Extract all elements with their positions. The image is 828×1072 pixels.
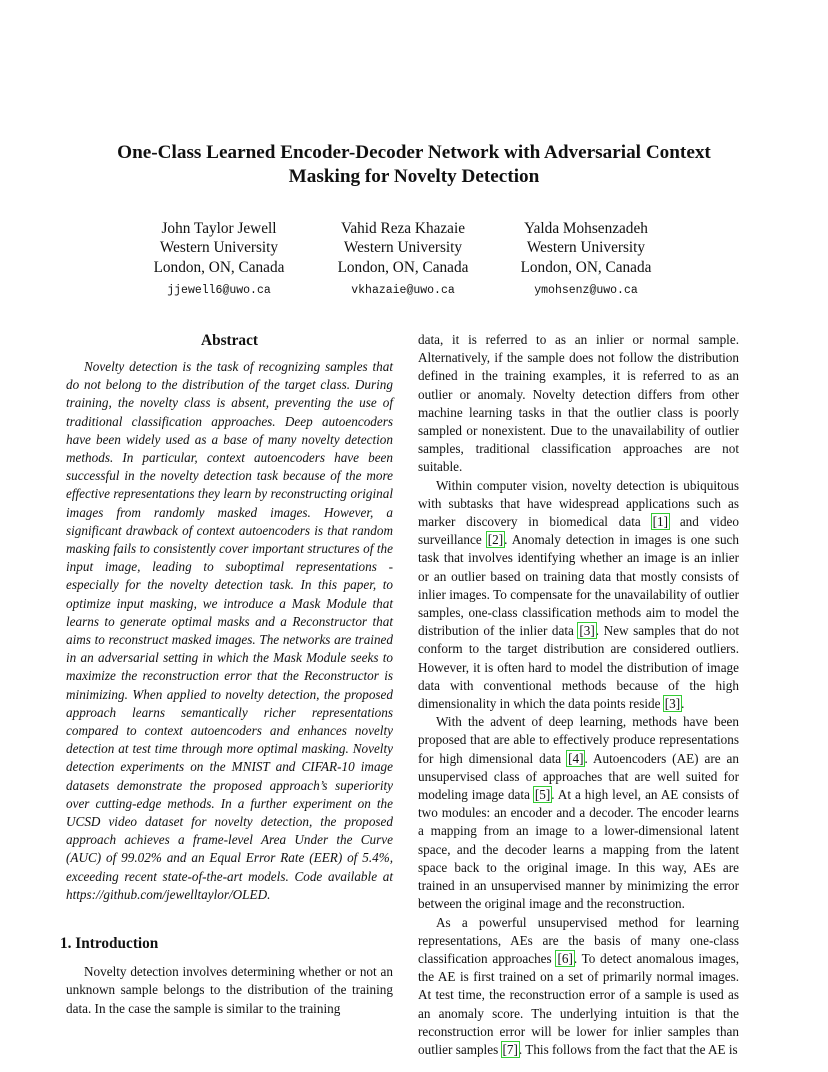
paragraph-text: . (681, 696, 685, 712)
paragraph-text: With the advent of deep learning, methods have been proposed that are able to effectively produce representations for high dimensional data (418, 714, 739, 766)
author-name: John Taylor Jewell (161, 220, 277, 237)
introduction-heading: 1. Introduction (60, 935, 159, 953)
author-name: Vahid Reza Khazaie (340, 220, 465, 237)
paragraph-text: . To detect anomalous images, the AE is first trained on a set of primarily normal images. At test time, the reconstruction error of a sample is used as an anomaly score. The underlying intuition is that the reconstruction error will be lower for inlier samples than outlier samples (418, 950, 740, 1057)
author-email: jjewell6@uwo.ca (167, 283, 271, 297)
author-1 (129, 219, 309, 300)
citation-link[interactable]: [6] (557, 950, 573, 966)
paragraph-text: Within computer vision, novelty detection is ubiquitous with subtasks that have widespread applications such as marker discovery in biomedical data (418, 477, 739, 530)
intro-paragraph-4 (418, 914, 739, 1060)
author-2 (313, 219, 493, 300)
author-email: ymohsenz@uwo.ca (534, 283, 638, 297)
paragraph-text: . This follows from the fact that the AE is (518, 1041, 738, 1057)
citation-link[interactable]: [4] (568, 750, 584, 766)
intro-paragraph-continued: data, it is referred to as an inlier or normal sample. Alternatively, if the sample does not follow the distribution defined in the training examples, it is referred to as an outlier or anomaly. Novelty detection differs from other machine learning tasks in that the outlier class is poorly sampled or nonexistent. Due to the unavailability of outlier samples, traditional classification approaches are not suitable. (418, 332, 739, 475)
citation-link[interactable]: [5] (534, 787, 551, 803)
author-affiliation: Western University (526, 239, 646, 257)
abstract-text: Novelty detection is the task of recognizing samples that do not belong to the distribution of the target class. During training, the novelty class is absent, preventing the use of traditional classification approaches. Deep autoencoders have been widely used as a base of many novelty detection methods. In particular, context autoencoders have been successful in the novelty detection task because of the more effective representations they learn by reconstructing original images from randomly masked images. However, a significant drawback of context autoencoders is that random masking fails to consistently cover important structures of the input image, leading to suboptimal representations - especially for the novelty detection task. In this paper, to optimize input masking, we introduce a Mask Module that learns to generate optimal masks and a Reconstructor that aims to reconstruct masked images. The networks are trained in an adversarial setting in which the Mask Module seeks to maximize the reconstruction error that the Reconstructor is minimizing. When applied to novelty detection, the proposed approach learns semantically richer representations compared to context autoencoders and enhances novelty detection at test time through more optimal masking. Novelty detection experiments on the MNIST and CIFAR-10 image datasets demonstrate the proposed approach’s superiority over cutting-edge methods. In a further experiment on the UCSD video dataset for novelty detection, the proposed approach achieves a frame-level Area Under the Curve (AUC) of 99.02% and an Equal Error Rate (EER) of 5.4%, exceeding recent state-of-the-art models. Code available at https://github.com/jewelltaylor/OLED. (66, 359, 393, 902)
author-affiliation: Western University (159, 239, 279, 257)
paragraph-text: . New samples that do not conform to the target distribution are considered outliers. However, it is often hard to model the distribution of image data with conventional methods because of the high dimensionality in which the data points reside (418, 623, 739, 712)
author-name: Yalda Mohsenzadeh (524, 220, 648, 237)
citation-link[interactable]: [7] (502, 1041, 518, 1057)
author-location: London, ON, Canada (520, 258, 652, 276)
author-email: vkhazaie@uwo.ca (351, 283, 455, 297)
intro-paragraph-3 (418, 713, 739, 913)
paper-title (60, 141, 768, 189)
left-column (60, 331, 393, 1018)
paragraph-text: As a powerful unsupervised method for learning representations, AEs are the basis of many one-class classification approaches (418, 914, 739, 966)
paragraph-text: . At a high level, an AE consists of two modules: an encoder and a decoder. The encoder learns a mapping from an image to a lower-dimensional latent space, and the decoder learns a mapping from the latent space back to the original image. In this way, AEs are trained in an unsupervised manner by minimizing the error between the original image and the reconstruction. (418, 787, 740, 912)
author-3 (496, 219, 676, 300)
author-affiliation: Western University (343, 239, 463, 257)
intro-paragraph-2 (418, 477, 739, 714)
author-location: London, ON, Canada (153, 258, 285, 276)
paragraph-text: and video surveillance (418, 514, 739, 548)
citation-link[interactable]: [2] (487, 532, 504, 548)
citation-link[interactable]: [1] (652, 514, 668, 530)
right-column (418, 331, 739, 1059)
abstract-heading: Abstract (201, 332, 258, 349)
paragraph-text: . Anomaly detection in images is one such task that involves identifying whether an image is an inlier or an outlier based on training data that mostly consists of inlier images. To compensate for the unavailability of outlier samples, one-class classification methods aim to model the distribution of the inlier data (418, 532, 739, 639)
title-line-2: Masking for Novelty Detection (288, 166, 540, 187)
paragraph-text: . Autoencoders (AE) are an unsupervised class of approaches that are well suited for modeling image data (418, 750, 740, 803)
author-location: London, ON, Canada (337, 258, 469, 276)
citation-link[interactable]: [3] (579, 623, 595, 639)
intro-paragraph-1: Novelty detection involves determining whether or not an unknown sample belongs to the distribution of the training data. In the case the sample is similar to the training (66, 964, 393, 1016)
title-line-1: One-Class Learned Encoder-Decoder Network with Adversarial Context (117, 142, 711, 163)
citation-link[interactable]: [3] (664, 696, 681, 712)
